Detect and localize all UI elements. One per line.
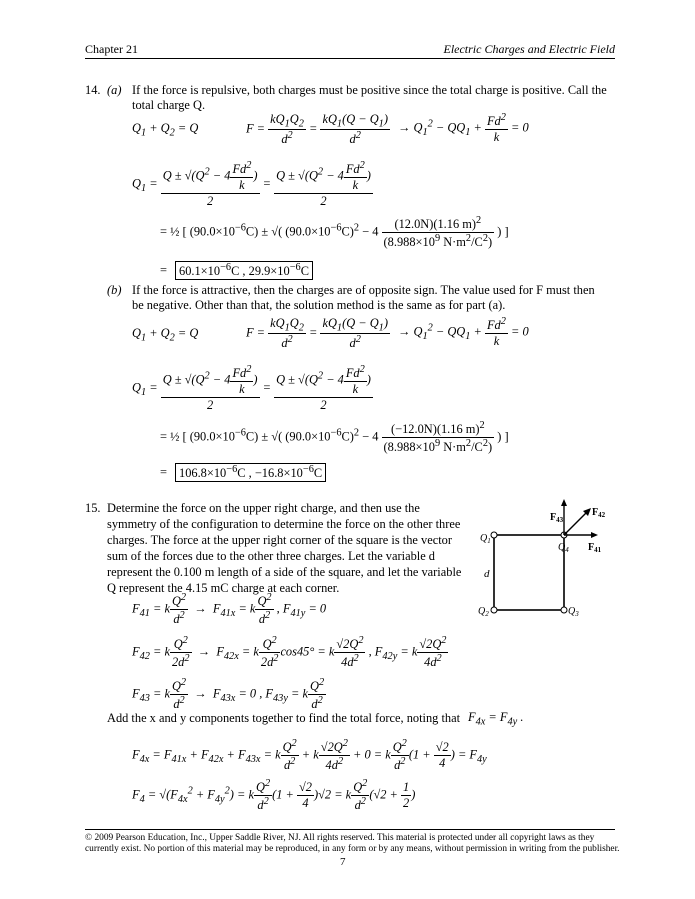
problem-14-number: 14. — [85, 83, 101, 97]
answer-a-box: $60.1\times 10^{-6}C$ , $29.9\times 10^{-6}C$ — [175, 261, 313, 280]
eq-f4: $F_4 = √(F_{4x}^2 + F_{4y}^2) = k$ $\frac{Q^2}{d^2}$ (1 + $\frac{√2}{4}$ )√2 = k $\frac{Q^2}{d^2}$ (√2 + $\frac{1}{2}$ ) — [132, 778, 416, 813]
add-components-eq: $F_{4x} = F_{4y}$ . — [468, 710, 524, 728]
problem-15-text — [107, 500, 472, 596]
copyright-line-2: currently exist. No portion of this material may be reproduced, in any form or by any means, without permission in writing from the publisher. — [85, 844, 620, 854]
eq-q1-b: $Q_1$ = $Q \pm √(Q^2 - 4$ $\frac{Fd^2}{k}$ ) 2 = $Q \pm √(Q^2 - 4$ $\frac{Fd^2}{k}$ ) 2 — [132, 364, 371, 413]
charge-q3 — [561, 607, 567, 613]
eq-f43: $F_{43} = k$ $\frac{Q^2}{d^2}$ → $F_{43x} = 0$ , $F_{43y} = k$ $\frac{Q^2}{d^2}$ — [132, 677, 325, 712]
charge-q1 — [491, 532, 497, 538]
part-a-label: (a) — [107, 83, 122, 97]
p15-line-1: Determine the force on the upper right charge, and then use the — [107, 501, 420, 515]
header-rule — [85, 58, 615, 59]
answer-b-box: $106.8\times 10^{-6}C$ , $-16.8\times 10^{-6}C$ — [175, 463, 326, 482]
p15-line-3: charges. The force at the upper right corner of the square is the vector — [107, 533, 452, 547]
eq-f42: $F_{42} = k$ $\frac{Q^2}{2d^2}$ → $F_{42x} = k$ $\frac{Q^2}{2d^2}$ cos45° = k $\frac{√2Q^2}{4d^2}$ , $F_{42y} = k$ $\frac{√2Q^2}{4d^2}$ — [132, 635, 447, 670]
part-b-label: (b) — [107, 283, 122, 297]
eq-sum-a: $Q_1 + Q_2 = Q$ — [132, 121, 199, 139]
label-d: d — [484, 568, 490, 580]
copyright-notice — [85, 833, 620, 855]
copyright-line-1: © 2009 Pearson Education, Inc., Upper Saddle River, NJ. All rights reserved. This material is protected under all copyright laws as they — [85, 833, 595, 843]
p15-line-5: represent the 0.100 m length of a side of the square, and let the variable — [107, 565, 462, 579]
label-f41: $F_{41}$ — [588, 542, 602, 554]
label-f42: $F_{42}$ — [592, 507, 606, 519]
charge-q2 — [491, 607, 497, 613]
add-components-text: Add the x and y components together to find the total force, noting that — [107, 711, 461, 725]
part-a-text-2: total charge Q. — [132, 98, 206, 112]
chapter-label: Chapter 21 — [85, 42, 138, 56]
label-q1: $Q_1$ — [480, 533, 491, 545]
problem-15-number: 15. — [85, 501, 101, 515]
p15-line-2: symmetry of the configuration to determine the force on the other three — [107, 517, 461, 531]
eq-f41: $F_{41} = k$ $\frac{Q^2}{d^2}$ → $F_{41x} = k$ $\frac{Q^2}{d^2}$ , $F_{41y} = 0$ — [132, 592, 327, 627]
answer-a-eq: = — [160, 263, 167, 277]
eq-force-b: F = $\frac{kQ_1Q_2}{d^2}$ = $\frac{kQ_1(Q - Q_1)}{d^2}$ — [246, 316, 388, 351]
eq-force-a: F = $\frac{kQ_1Q_2}{d^2}$ = $\frac{kQ_1(Q - Q_1)}{d^2}$ — [246, 112, 388, 147]
label-f43: $F_{43}$ — [550, 512, 564, 524]
part-b-text-2: be negative. Other than that, the solution method is the same as for part (a). — [132, 298, 506, 312]
label-q3: $Q_3$ — [568, 606, 579, 618]
part-a-text-1: If the force is repulsive, both charges must be positive since the total charge is positive. Call the — [132, 83, 607, 97]
square-outline — [494, 535, 564, 610]
eq-quad-b: → $Q_1^2 - QQ_1$ + $\frac{Fd^2}{k}$ = 0 — [398, 316, 529, 349]
eq-sum-b: $Q_1 + Q_2 = Q$ — [132, 326, 199, 344]
charge-square-diagram — [470, 495, 620, 625]
eq-q1-a: $Q_1$ = $Q \pm √(Q^2 - 4$ $\frac{Fd^2}{k}$ ) 2 = $Q \pm √(Q^2 - 4$ $\frac{Fd^2}{k}$ ) 2 — [132, 160, 371, 209]
p15-line-6: Q represent the 4.15 mC charge at each corner. — [107, 581, 340, 595]
answer-b-eq: = — [160, 465, 167, 479]
eq-f4x: $F_{4x} = F_{41x} + F_{42x} + F_{43x} = k$ $\frac{Q^2}{d^2}$ + k $\frac{√2Q^2}{4d^2}$ + 0 = k $\frac{Q^2}{d^2}$ (1 + $\frac{√2}{4}$ ) = $F_{4y}$ — [132, 738, 487, 773]
part-b-text-1: If the force is attractive, then the charges are of opposite sign. The value used for F must then — [132, 283, 595, 297]
eq-numeric-b: = ½ [ $(90.0\times 10^{-6}C)$ ± √( $(90.0\times 10^{-6}C)^2 - 4$ $\frac{(-12.0N)(1.16 m)^2}{(8.988\times 10^9 N\cdot m^2/C^2)}$ ) ] — [160, 420, 509, 455]
vector-f42 — [564, 511, 588, 535]
arrowhead-f43 — [561, 499, 567, 506]
footer-rule — [85, 829, 615, 830]
eq-quad-a: → $Q_1^2 - QQ_1$ + $\frac{Fd^2}{k}$ = 0 — [398, 112, 529, 145]
eq-numeric-a: = ½ [ $(90.0\times 10^{-6}C)$ ± √( $(90.0\times 10^{-6}C)^2 - 4$ $\frac{(12.0N)(1.16 m)^2}{(8.988\times 10^9 N\cdot m^2/C^2)}$ ) ] — [160, 215, 509, 250]
label-q4: $Q_4$ — [558, 542, 569, 554]
page-number: 7 — [340, 856, 346, 868]
chapter-title: Electric Charges and Electric Field — [443, 42, 615, 56]
label-q2: $Q_2$ — [478, 606, 489, 618]
arrowhead-f41 — [591, 532, 598, 538]
p15-line-4: sum of the forces due to the other three charges. Let the variable d — [107, 549, 435, 563]
